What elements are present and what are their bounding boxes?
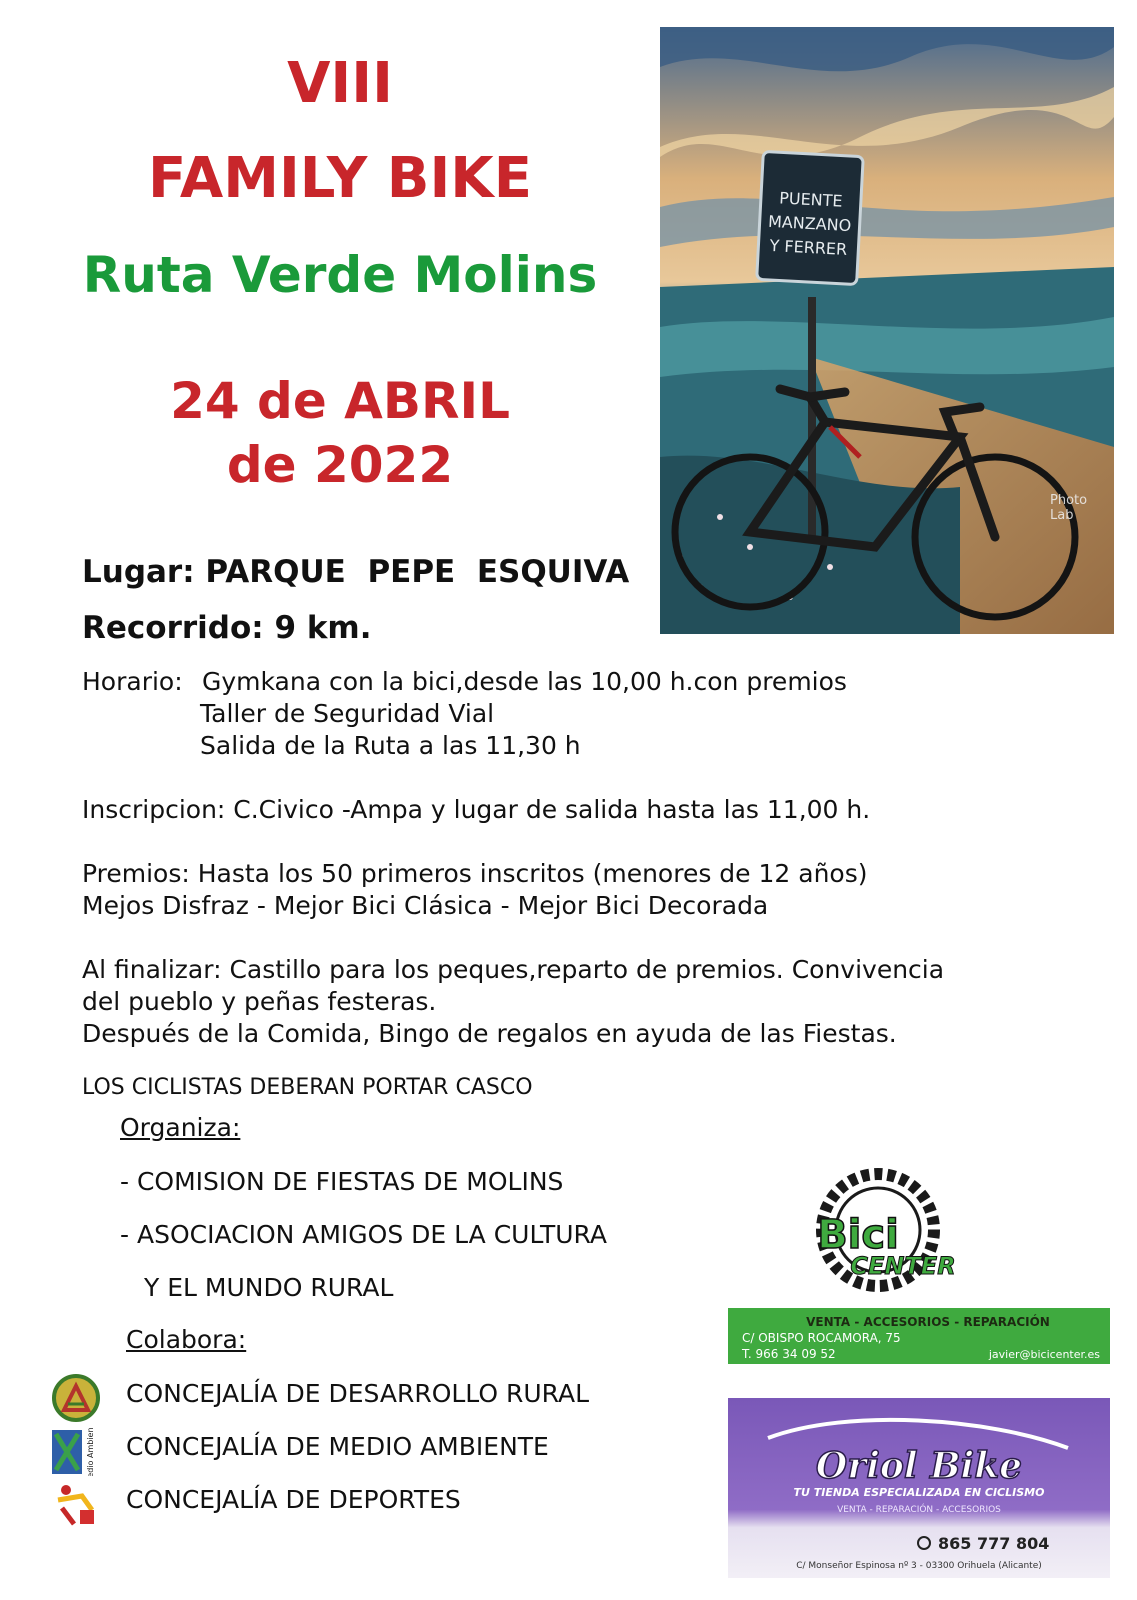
recorrido-line (82, 612, 372, 644)
bici-center-logo-center: CENTER (850, 1252, 956, 1280)
bici-center-address: C/ OBISPO ROCAMORA, 75 (742, 1331, 901, 1345)
event-title: FAMILY BIKE (148, 146, 532, 211)
colabora-item-2: CONCEJALÍA DE MEDIO AMBIENTE (126, 1432, 549, 1461)
oriol-bike-tagline: TU TIENDA ESPECIALIZADA EN CICLISMO (793, 1486, 1045, 1499)
lugar-value: PARQUE PEPE ESQUIVA (205, 554, 630, 590)
bike-photo (660, 27, 1114, 634)
colabora-item-3: CONCEJALÍA DE DEPORTES (126, 1485, 461, 1514)
medio-ambiente-logo-text: Medio Ambiente (86, 1428, 95, 1476)
colabora-label: Colabora: (126, 1325, 247, 1354)
edition-label: VIII (287, 51, 393, 116)
desarrollo-rural-logo-icon (52, 1374, 100, 1422)
bici-center-logo-bici: Bici (817, 1212, 899, 1258)
sign-line-1: PUENTE (778, 188, 844, 211)
oriol-bike-logo: Oriol Bike (815, 1445, 1023, 1487)
sign-line-3: Y FERRER (769, 235, 848, 259)
premios-line-2: Mejos Disfraz - Mejor Bici Clásica - Mejor Bici Decorada (82, 891, 769, 920)
sign-line-2: MANZANO (767, 211, 852, 236)
organiza-label: Organiza: (120, 1113, 241, 1142)
photo-watermark-line1: Photo (1050, 493, 1088, 508)
oriol-bike-address: C/ Monseñor Espinosa nº 3 - 03300 Orihuela (Alicante) (796, 1561, 1042, 1571)
bici-center-tagline: VENTA - ACCESORIOS - REPARACIÓN (806, 1315, 1050, 1329)
horario-item-1: Gymkana con la bici,desde las 10,00 h.con premios (202, 667, 847, 696)
final-line-3: Después de la Comida, Bingo de regalos en ayuda de las Fiestas. (82, 1019, 897, 1048)
lugar-line (82, 556, 629, 588)
oriol-bike-phone: 865 777 804 (938, 1534, 1050, 1553)
oriol-bike-ad (728, 1398, 1110, 1578)
final-line-1: Al finalizar: Castillo para los peques,reparto de premios. Convivencia (82, 955, 945, 984)
organiza-item-1: - COMISION DE FIESTAS DE MOLINS (120, 1167, 564, 1196)
event-subtitle: Ruta Verde Molins (82, 246, 598, 304)
horario-label: Horario: (82, 667, 183, 696)
bici-center-email: javier@bicicenter.es (988, 1348, 1100, 1361)
bici-center-phone: T. 966 34 09 52 (742, 1347, 836, 1361)
photo-watermark-line2: Lab (1050, 508, 1074, 523)
casco-notice: LOS CICLISTAS DEBERAN PORTAR CASCO (82, 1075, 533, 1100)
final-line-2: del pueblo y peñas festeras. (82, 987, 437, 1016)
event-date-line1: 24 de ABRIL (170, 372, 510, 430)
premios-line-1: Premios: Hasta los 50 primeros inscritos (menores de 12 años) (82, 859, 868, 888)
organiza-item-2: - ASOCIACION AMIGOS DE LA CULTURA (120, 1220, 607, 1249)
oriol-bike-services: VENTA - REPARACIÓN - ACCESORIOS (837, 1505, 1001, 1515)
colabora-item-1: CONCEJALÍA DE DESARROLLO RURAL (126, 1379, 590, 1408)
horario-item-3: Salida de la Ruta a las 11,30 h (200, 731, 581, 760)
inscripcion-line: Inscripcion: C.Civico -Ampa y lugar de salida hasta las 11,00 h. (82, 795, 871, 824)
medio-ambiente-logo-icon (52, 1428, 104, 1476)
organiza-item-3: Y EL MUNDO RURAL (144, 1273, 394, 1302)
lugar-label: Lugar: (82, 554, 195, 590)
recorrido-label: Recorrido: (82, 610, 264, 646)
bici-center-ad (728, 1168, 1110, 1368)
deportes-logo-icon (52, 1480, 100, 1528)
recorrido-value: 9 km. (274, 610, 372, 646)
event-date-line2: de 2022 (226, 436, 454, 494)
horario-item-2: Taller de Seguridad Vial (200, 699, 495, 728)
